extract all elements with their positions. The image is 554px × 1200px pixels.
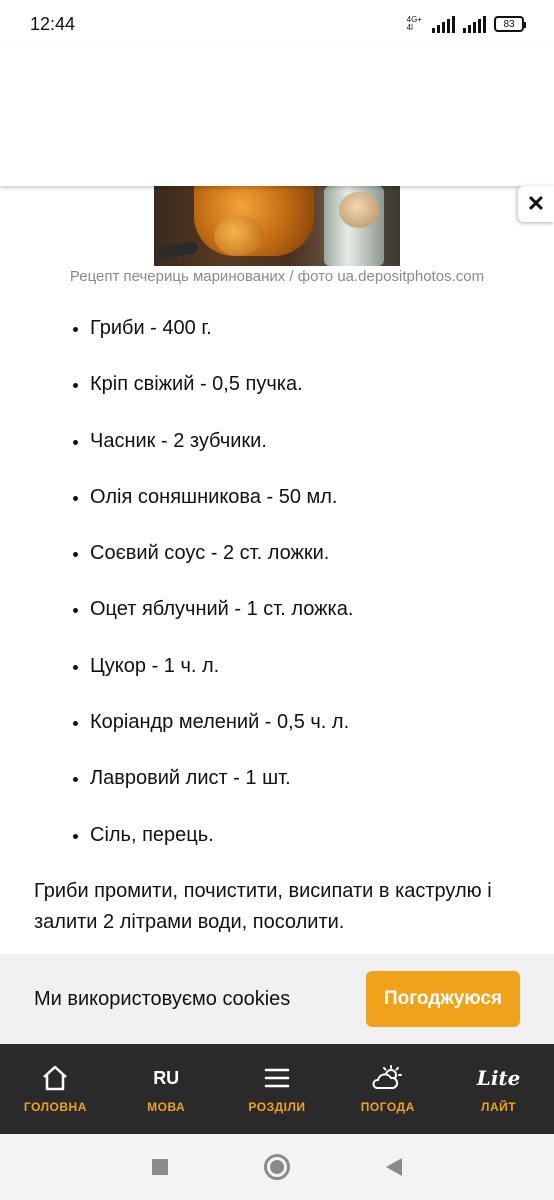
ingredients-list xyxy=(54,300,353,863)
status-time: 12:44 xyxy=(30,13,76,34)
menu-icon xyxy=(264,1064,290,1092)
nav-item-lite[interactable] xyxy=(449,1064,549,1114)
recents-icon[interactable] xyxy=(152,1159,168,1175)
network-type-label: 4G+ 4l xyxy=(406,15,422,32)
list-item: • Гриби - 400 г. xyxy=(90,300,353,356)
ad-banner-area xyxy=(0,48,554,186)
list-item: • Коріандр мелений - 0,5 ч. л. xyxy=(90,694,353,750)
nav-label: ЛАЙТ xyxy=(481,1100,517,1114)
image-caption: Рецепт печериць маринованих / фото ua.depositphotos.com xyxy=(69,268,485,285)
list-item: • Олія соняшникова - 50 мл. xyxy=(90,469,353,525)
home-button-icon[interactable] xyxy=(264,1154,290,1180)
list-item: • Сіль, перець. xyxy=(90,807,353,863)
nav-item-weather[interactable] xyxy=(338,1064,438,1114)
nav-label: МОВА xyxy=(147,1100,186,1114)
back-icon[interactable] xyxy=(386,1158,402,1176)
cookie-text: Ми використовуємо cookies xyxy=(34,987,291,1010)
nav-label: ГОЛОВНА xyxy=(23,1100,87,1114)
bottom-nav xyxy=(0,1044,554,1134)
weather-icon xyxy=(371,1064,405,1092)
signal-icon-2 xyxy=(463,15,486,33)
nav-label: ПОГОДА xyxy=(360,1100,415,1114)
nav-item-language[interactable] xyxy=(116,1064,216,1114)
list-item: • Цукор - 1 ч. л. xyxy=(90,638,353,694)
nav-item-sections[interactable] xyxy=(227,1064,327,1114)
nav-item-home[interactable] xyxy=(5,1064,105,1114)
battery-icon: 83 xyxy=(494,16,524,32)
list-item: • Кріп свіжий - 0,5 пучка. xyxy=(90,356,353,412)
article-paragraph: Гриби промити, почистити, висипати в каструлю і залити 2 літрами води, посолити. xyxy=(34,880,492,933)
status-bar xyxy=(0,0,554,48)
signal-icon xyxy=(432,15,455,33)
nav-label: РОЗДІЛИ xyxy=(248,1100,306,1114)
cookie-banner xyxy=(0,954,554,1044)
list-item: • Лавровий лист - 1 шт. xyxy=(90,750,353,806)
status-icons xyxy=(407,15,524,33)
cookie-accept-button[interactable]: Погоджуюся xyxy=(366,971,520,1027)
close-ad-button[interactable]: ✕ xyxy=(518,186,554,222)
list-item: • Оцет яблучний - 1 ст. ложка. xyxy=(90,581,353,637)
lite-icon: Lite xyxy=(476,1066,521,1090)
list-item: • Соєвий соус - 2 ст. ложки. xyxy=(90,525,353,581)
language-icon: RU xyxy=(153,1067,180,1088)
article-image xyxy=(154,186,400,266)
android-navigation-bar xyxy=(0,1134,554,1200)
list-item: • Часник - 2 зубчики. xyxy=(90,413,353,469)
home-icon xyxy=(41,1064,69,1092)
